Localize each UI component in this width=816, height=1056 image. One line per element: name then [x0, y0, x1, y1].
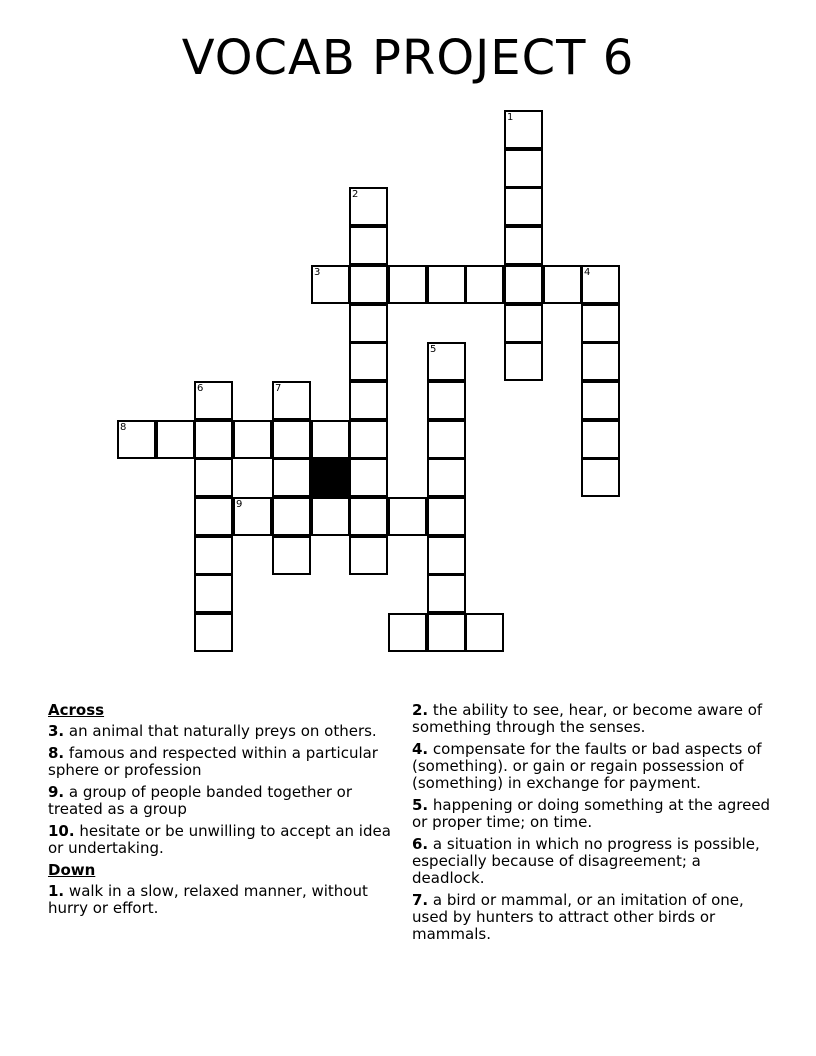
clue-number: 9 [236, 499, 243, 510]
grid-cell[interactable] [272, 381, 311, 420]
black-square [311, 458, 350, 497]
clue-across-10: 10. hesitate or be unwilling to accept an idea or undertaking. [48, 822, 391, 857]
grid-cell[interactable] [427, 420, 466, 459]
grid-cell[interactable] [117, 420, 156, 459]
clue-number: 2 [352, 189, 359, 200]
clue-across-8: 8. famous and respected within a particular sphere or profession [48, 744, 378, 779]
grid-cell[interactable] [194, 613, 233, 652]
clue-across-9: 9. a group of people banded together or treated as a group [48, 783, 353, 818]
grid-cell[interactable] [349, 458, 388, 497]
clue-number: 6 [197, 383, 204, 394]
clues-right-column [412, 702, 772, 948]
clue-down-1: 1. walk in a slow, relaxed manner, without hurry or effort. [48, 882, 368, 917]
grid-cell[interactable] [427, 536, 466, 575]
grid-cell[interactable] [194, 458, 233, 497]
clue-down-7: 7. a bird or mammal, or an imitation of one, used by hunters to attract other birds or mammals. [412, 891, 744, 943]
clues-left-column [48, 702, 393, 922]
grid-cell[interactable] [581, 265, 620, 304]
grid-cell[interactable] [504, 304, 543, 343]
grid-cell[interactable] [272, 420, 311, 459]
grid-cell[interactable] [427, 497, 466, 536]
grid-cell[interactable] [194, 574, 233, 613]
clue-number: 1 [507, 112, 514, 123]
grid-cell[interactable] [194, 381, 233, 420]
across-heading: Across [48, 701, 105, 719]
clue-number: 7 [275, 383, 282, 394]
clue-down-4: 4. compensate for the faults or bad aspects of (something). or gain or regain possession of (something) in exchange for payment. [412, 740, 762, 792]
grid-cell[interactable] [388, 497, 427, 536]
grid-cell[interactable] [349, 420, 388, 459]
grid-cell[interactable] [504, 149, 543, 188]
grid-cell[interactable] [272, 458, 311, 497]
grid-cell[interactable] [504, 110, 543, 149]
grid-cell[interactable] [349, 187, 388, 226]
grid-cell[interactable] [194, 536, 233, 575]
clue-number: 5 [430, 344, 437, 355]
page-title: VOCAB PROJECT 6 [181, 30, 635, 86]
grid-cell[interactable] [581, 342, 620, 381]
grid-cell[interactable] [581, 420, 620, 459]
grid-cell[interactable] [311, 265, 350, 304]
grid-cell[interactable] [272, 497, 311, 536]
clue-down-5: 5. happening or doing something at the agreed or proper time; on time. [412, 796, 771, 831]
grid-cell[interactable] [349, 381, 388, 420]
grid-cell[interactable] [233, 420, 272, 459]
grid-cell[interactable] [349, 304, 388, 343]
grid-cell[interactable] [156, 420, 195, 459]
clue-down-2: 2. the ability to see, hear, or become aware of something through the senses. [412, 701, 763, 736]
grid-cell[interactable] [349, 536, 388, 575]
grid-cell[interactable] [311, 420, 350, 459]
grid-cell[interactable] [465, 613, 504, 652]
grid-cell[interactable] [581, 381, 620, 420]
grid-cell[interactable] [427, 574, 466, 613]
grid-cell[interactable] [388, 265, 427, 304]
grid-cell[interactable] [504, 226, 543, 265]
grid-cell[interactable] [349, 497, 388, 536]
grid-cell[interactable] [427, 342, 466, 381]
grid-cell[interactable] [427, 265, 466, 304]
grid-cell[interactable] [233, 497, 272, 536]
clue-number: 4 [584, 267, 591, 278]
grid-cell[interactable] [272, 536, 311, 575]
grid-cell[interactable] [504, 265, 543, 304]
grid-cell[interactable] [388, 613, 427, 652]
grid-cell[interactable] [504, 187, 543, 226]
down-heading: Down [48, 861, 96, 879]
clue-across-3: 3. an animal that naturally preys on others. [48, 722, 377, 740]
grid-cell[interactable] [504, 342, 543, 381]
grid-cell[interactable] [427, 613, 466, 652]
grid-cell[interactable] [581, 304, 620, 343]
grid-cell[interactable] [194, 497, 233, 536]
grid-cell[interactable] [349, 342, 388, 381]
grid-cell[interactable] [465, 265, 504, 304]
grid-cell[interactable] [194, 420, 233, 459]
grid-cell[interactable] [581, 458, 620, 497]
grid-cell[interactable] [311, 497, 350, 536]
grid-cell[interactable] [349, 226, 388, 265]
clue-number: 8 [120, 422, 127, 433]
clue-down-6: 6. a situation in which no progress is possible, especially because of disagreement; a deadlock. [412, 835, 760, 887]
grid-cell[interactable] [427, 381, 466, 420]
clue-number: 3 [314, 267, 321, 278]
grid-cell[interactable] [543, 265, 582, 304]
grid-cell[interactable] [427, 458, 466, 497]
grid-cell[interactable] [349, 265, 388, 304]
